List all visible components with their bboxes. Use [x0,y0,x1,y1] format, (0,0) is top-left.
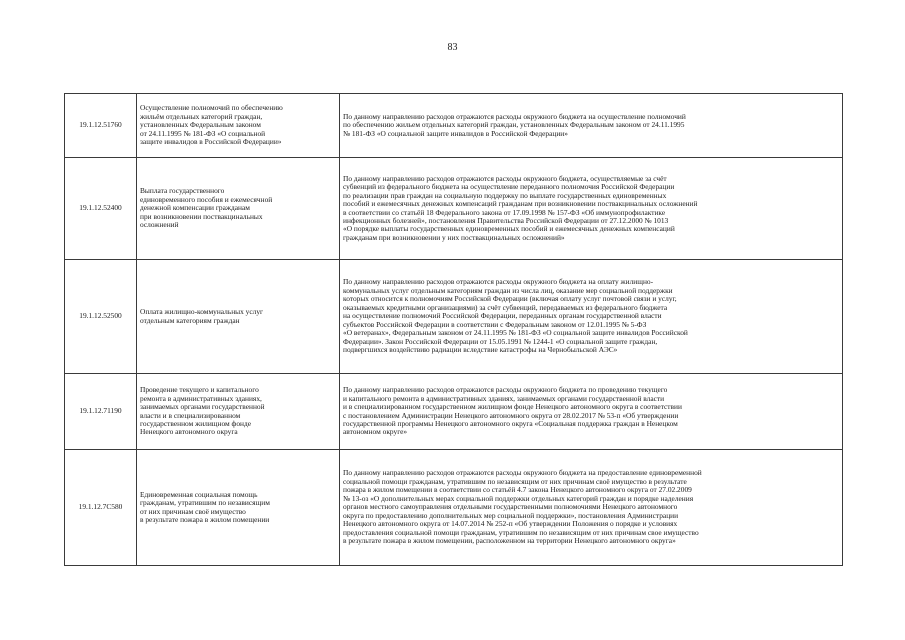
name-line: Единовременная социальная помощь [140,489,258,499]
desc-line: социальной помощи гражданам, утратившим по независящим от них причинам своё имущество в результате [343,476,687,486]
desc-line: По данному направлению расходов отражаются расходы окружного бюджета на предоставление единовременной [343,468,702,478]
name-line: защите инвалидов в Российской Федерации» [140,137,282,147]
desc-line: автономном округе» [343,427,408,437]
desc-line: Ненецкого автономного округа от 14.07.2014 № 252-п «Об утверждении Положения о порядке и условиях [343,519,678,529]
row-description [340,374,843,450]
table-row [65,260,843,374]
desc-line: в соответствии со статьёй 18 Федерального закона от 17.09.1998 № 157-ФЗ «Об иммунопрофилактике [343,207,666,217]
desc-line: с постановлением Администрации Ненецкого автономного округа от 28.02.2017 № 53-п «Об утверждении [343,410,679,420]
desc-line: субъектов Российской Федерации в соответствии с Федеральным законом от 12.01.1995 № 5-ФЗ [343,319,647,329]
desc-line: пособий и ежемесячных денежных компенсаций гражданам при возникновении поствакцинальных осложнений [343,199,698,209]
row-description [340,450,843,566]
desc-line: По данному направлению расходов отражаются расходы окружного бюджета на осуществление полномочий [343,111,686,121]
desc-line: оказываемых кредитными организациями) за счёт субвенций, передаваемых из федерального бюджета [343,302,668,312]
row-name [137,94,340,158]
desc-line: «О порядке выплаты государственных единовременных пособий и ежемесячных денежных компенсаций [343,224,675,234]
desc-line: инфекционных болезней», постановления Правительства Российской Федерации от 27.12.2000 № 1013 [343,215,669,225]
name-line: от 24.11.1995 № 181-ФЗ «О социальной [140,128,266,138]
desc-line: «О ветеранах», Федеральным законом от 24.11.1995 № 181-ФЗ «О социальной защите инвалидов Российской [343,328,688,338]
row-name [137,450,340,566]
row-code: 19.1.12.52500 [65,260,137,374]
desc-line: субвенций из федерального бюджета на осуществление переданного полномочия Российской Федерации [343,182,675,192]
name-line: Проведение текущего и капитального [140,385,259,395]
desc-line: По данному направлению расходов отражаются расходы окружного бюджета на оплату жилищно- [343,277,654,287]
desc-line: на осуществление полномочий Российской Федерации, переданных органам государственной власти [343,311,662,321]
desc-line: государственной программы Ненецкого автономного округа «Социальная поддержка граждан в Ненецком [343,418,678,428]
name-line: установленных Федеральным законом [140,120,261,130]
row-code: 19.1.12.52400 [65,158,137,260]
desc-line: по обеспечению жильем отдельных категорий граждан, установленных Федеральным законом от 24.11.1995 [343,120,685,130]
row-name [137,260,340,374]
row-description [340,158,843,260]
budget-classification-table [64,93,843,566]
name-line: гражданам, утратившим по независящим [140,498,270,508]
table-row [65,158,843,260]
name-line: от них причинам своё имущество [140,506,246,516]
desc-line: № 13-оз «О дополнительных мерах социальной поддержки отдельных категорий граждан и порядке наделения [343,493,694,503]
row-name [137,374,340,450]
desc-line: коммунальных услуг отдельным категориям граждан из числа лиц, оказание мер социальной поддержки [343,285,673,295]
name-line: осложнений [140,220,179,230]
table-row [65,374,843,450]
row-code: 19.1.12.51760 [65,94,137,158]
name-line: Выплата государственного [140,186,225,196]
desc-line: которых относится к полномочиям Российской Федерации (включая оплату услуг почтовой связи и услуг, [343,294,677,304]
desc-line: По данному направлению расходов отражаются расходы окружного бюджета по проведению текущего [343,385,668,395]
name-line: Осуществление полномочий по обеспечению [140,103,283,113]
page-number: 83 [447,42,458,53]
row-description [340,260,843,374]
name-line: власти и в специализированном [140,410,241,420]
name-line: государственном жилищном фонде [140,418,252,428]
name-line: занимаемых органами государственной [140,402,265,412]
desc-line: предоставления социальной помощи гражданам, утратившим по независящим от них причинам свое имущество [343,527,699,537]
desc-line: По данному направлению расходов отражаются расходы окружного бюджета, осуществляемые за счёт [343,173,667,183]
name-line: Оплата жилищно-коммунальных услуг [140,307,264,317]
table-row [65,450,843,566]
desc-line: гражданам при возникновении у них поствакцинальных осложнений» [343,232,565,242]
name-line: ремонта в административных зданиях, [140,393,262,403]
name-line: Ненецкого автономного округа [140,427,238,437]
desc-line: Федерации». Закон Российской Федерации от 15.05.1991 № 1244-1 «О социальной защите граждан, [343,336,658,346]
row-description [340,94,843,158]
name-line: единовременного пособия и ежемесячной [140,194,273,204]
desc-line: по реализации прав граждан на социальную поддержку по выплате государственных единовременных [343,190,667,200]
desc-line: округа по предоставлению дополнительных мер социальной поддержки», постановления Администрации [343,510,679,520]
name-line: при возникновении поствакцинальных [140,211,263,221]
table-row [65,94,843,158]
name-line: жильём отдельных категорий граждан, [140,111,263,121]
desc-line: в результате пожара в жилом помещении, расположенном на территории Ненецкого автономного округа» [343,536,676,546]
name-line: отдельным категориям граждан [140,315,240,325]
desc-line: и капитального ремонта в административных зданиях, занимаемых органами государственной власти [343,393,665,403]
desc-line: органов местного самоуправления отдельными государственными полномочиями Ненецкого автономного [343,502,678,512]
name-line: в результате пожара в жилом помещении [140,514,270,524]
desc-line: подвергшихся воздействию радиации вследствие катастрофы на Чернобыльской АЭС» [343,345,618,355]
name-line: денежной компенсации гражданам [140,203,250,213]
desc-line: пожара в жилом помещении в соответствии со статьёй 4.7 закона Ненецкого автономного округа от 27.02.2009 [343,485,692,495]
desc-line: № 181-ФЗ «О социальной защите инвалидов в Российской Федерации» [343,128,568,138]
desc-line: и в специализированном государственном жилищном фонде Ненецкого автономного округа в соответствии [343,402,682,412]
row-code: 19.1.12.7С580 [65,450,137,566]
row-code: 19.1.12.71190 [65,374,137,450]
row-name [137,158,340,260]
